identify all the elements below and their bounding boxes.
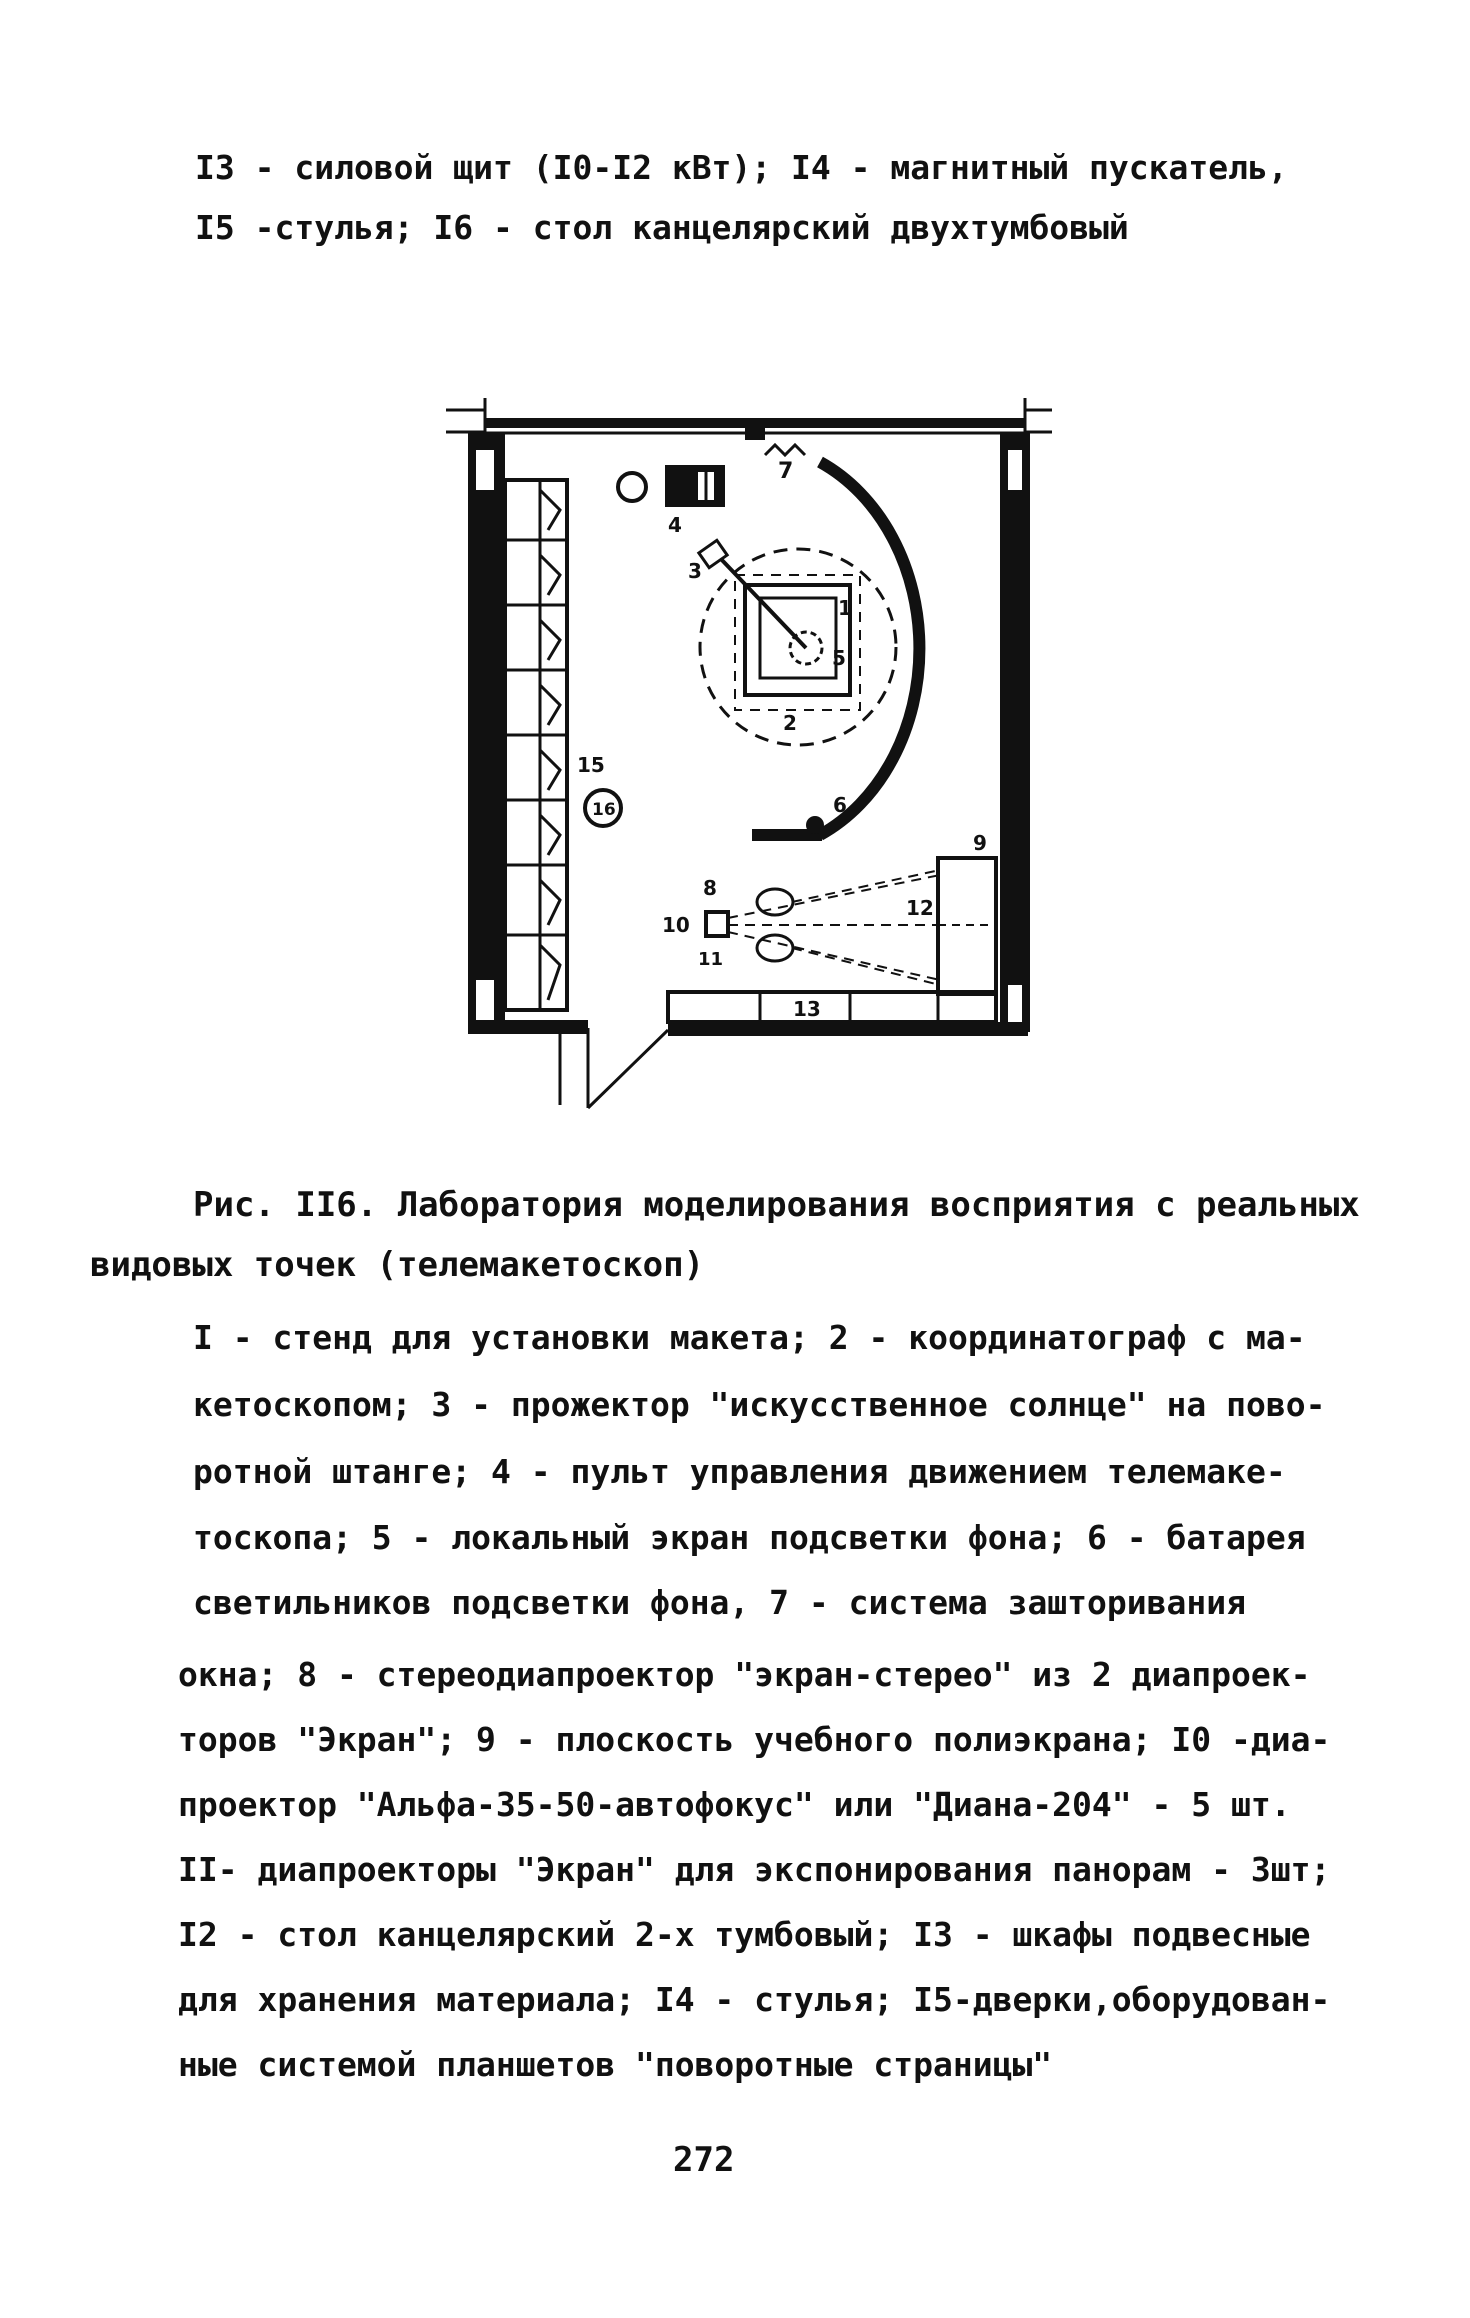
page-number: 272 [673,2140,735,2180]
legend-line-10: I2 - стол канцелярский 2-х тумбовый; I3 - шкафы подвесные [178,1915,1311,1954]
plan-label-7: 7 [778,459,794,484]
legend-line-3: ротной штанге; 4 - пульт управления движением телемаке- [193,1452,1286,1491]
caption-title-line-2: видовых точек (телемакетоскоп) [90,1245,705,1285]
legend-line-6: окна; 8 - стереодиапроектор "экран-стерео" из 2 диапроек- [178,1655,1311,1694]
legend-line-1: I - стенд для установки макета; 2 - координатограф с ма- [193,1318,1306,1357]
plan-label-9: 9 [973,831,987,855]
header-line-1: I3 - силовой щит (I0-I2 кВт); I4 - магнитный пускатель, [195,148,1288,187]
plan-label-13: 13 [793,997,821,1021]
plan-label-11: 11 [698,949,724,970]
plan-label-4: 4 [668,513,682,537]
right-wall [1000,432,1030,1032]
legend-line-9: II- диапроекторы "Экран" для экспонирования панорам - 3шт; [178,1850,1331,1889]
legend-line-8: проектор "Альфа-35-50-автофокус" или "Диана-204" - 5 шт. [178,1785,1291,1824]
plan-label-10: 10 [662,913,690,937]
plan-label-12: 12 [906,896,934,920]
header-line-2: I5 -стулья; I6 - стол канцелярский двухтумбовый [195,208,1129,247]
plan-label-2: 2 [783,711,797,735]
legend-line-11: для хранения материала; I4 - стулья; I5-дверки,оборудован- [178,1980,1331,2019]
legend-line-7: торов "Экран"; 9 - плоскость учебного полиэкрана; I0 -диа- [178,1720,1331,1759]
left-wall [468,432,505,1034]
plan-label-8: 8 [703,876,717,900]
floor-plan-diagram [0,0,1470,1150]
plan-label-16: 16 [592,800,616,820]
plan-label-6: 6 [833,793,847,817]
plan-label-5: 5 [832,646,846,670]
legend-line-4: тоскопа; 5 - локальный экран подсветки фона; 6 - батарея [193,1518,1306,1557]
legend-line-2: кетоскопом; 3 - прожектор "искусственное солнце" на пово- [193,1385,1326,1424]
legend-line-12: ные системой планшетов "поворотные страницы" [178,2045,1053,2084]
plan-label-3: 3 [688,559,702,583]
legend-line-5: светильников подсветки фона, 7 - система зашторивания [193,1583,1246,1622]
caption-title-line-1: Рис. II6. Лаборатория моделирования восприятия с реальных [193,1185,1360,1225]
plan-label-15: 15 [577,753,605,777]
plan-label-1: 1 [838,596,852,620]
